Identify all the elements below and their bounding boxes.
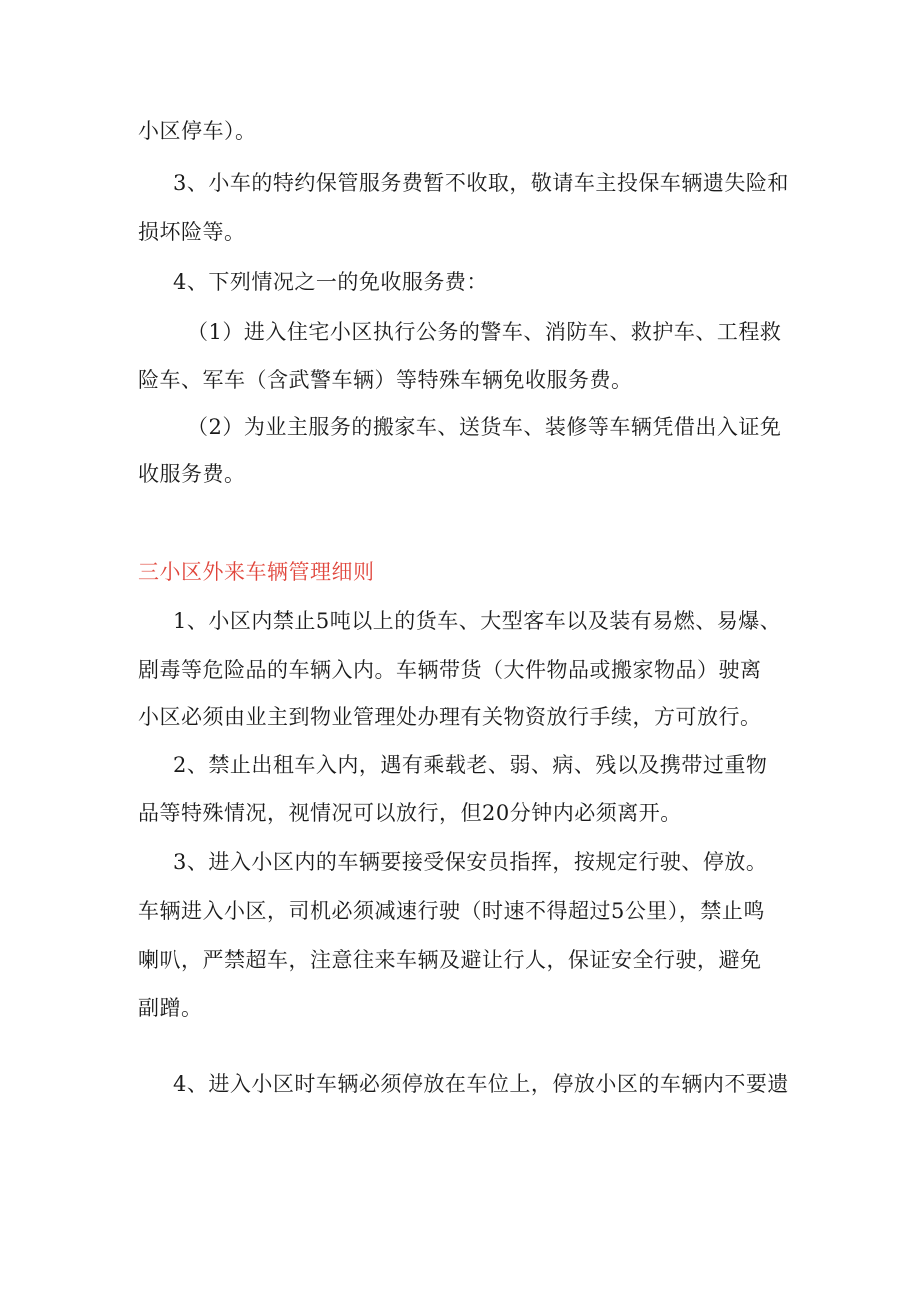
paragraph-line: （1）进入住宅小区执行公务的警车、消防车、救护车、工程救	[187, 320, 782, 344]
paragraph-line: 4、下列情况之一的免收服务费：	[173, 270, 488, 294]
paragraph-line: 损坏险等。	[138, 220, 246, 244]
paragraph-line: 2、禁止出租车入内，遇有乘载老、弱、病、残以及携带过重物	[173, 753, 768, 777]
paragraph-line: 车辆进入小区，司机必须减速行驶（时速不得超过5公里），禁止鸣	[138, 899, 765, 923]
paragraph-line: 副蹭。	[138, 996, 203, 1020]
paragraph-line: 喇叭，严禁超车，注意往来车辆及避让行人，保证安全行驶，避免	[138, 948, 762, 972]
paragraph-line: 剧毒等危险品的车辆入内。车辆带货（大件物品或搬家物品）驶离	[138, 658, 762, 682]
paragraph-line: 小区必须由业主到物业管理处办理有关物资放行手续，方可放行。	[138, 705, 762, 729]
paragraph-line: 收服务费。	[138, 462, 246, 486]
paragraph-line: 品等特殊情况，视情况可以放行，但20分钟内必须离开。	[138, 801, 682, 825]
paragraph-line: 3、小车的特约保管服务费暂不收取，敬请车主投保车辆遗失险和	[173, 171, 789, 195]
paragraph-line: 4、进入小区时车辆必须停放在车位上，停放小区的车辆内不要遗	[173, 1072, 789, 1096]
paragraph-line: 险车、军车（含武警车辆）等特殊车辆免收服务费。	[138, 368, 633, 392]
paragraph-line: 小区停车）。	[138, 119, 257, 143]
paragraph-line: 3、进入小区内的车辆要接受保安员指挥，按规定行驶、停放。	[173, 850, 768, 874]
paragraph-line: 1、小区内禁止5吨以上的货车、大型客车以及装有易燃、易爆、	[173, 609, 782, 633]
paragraph-line: （2）为业主服务的搬家车、送货车、装修等车辆凭借出入证免	[187, 415, 782, 439]
section-heading: 三小区外来车辆管理细则	[138, 560, 375, 584]
